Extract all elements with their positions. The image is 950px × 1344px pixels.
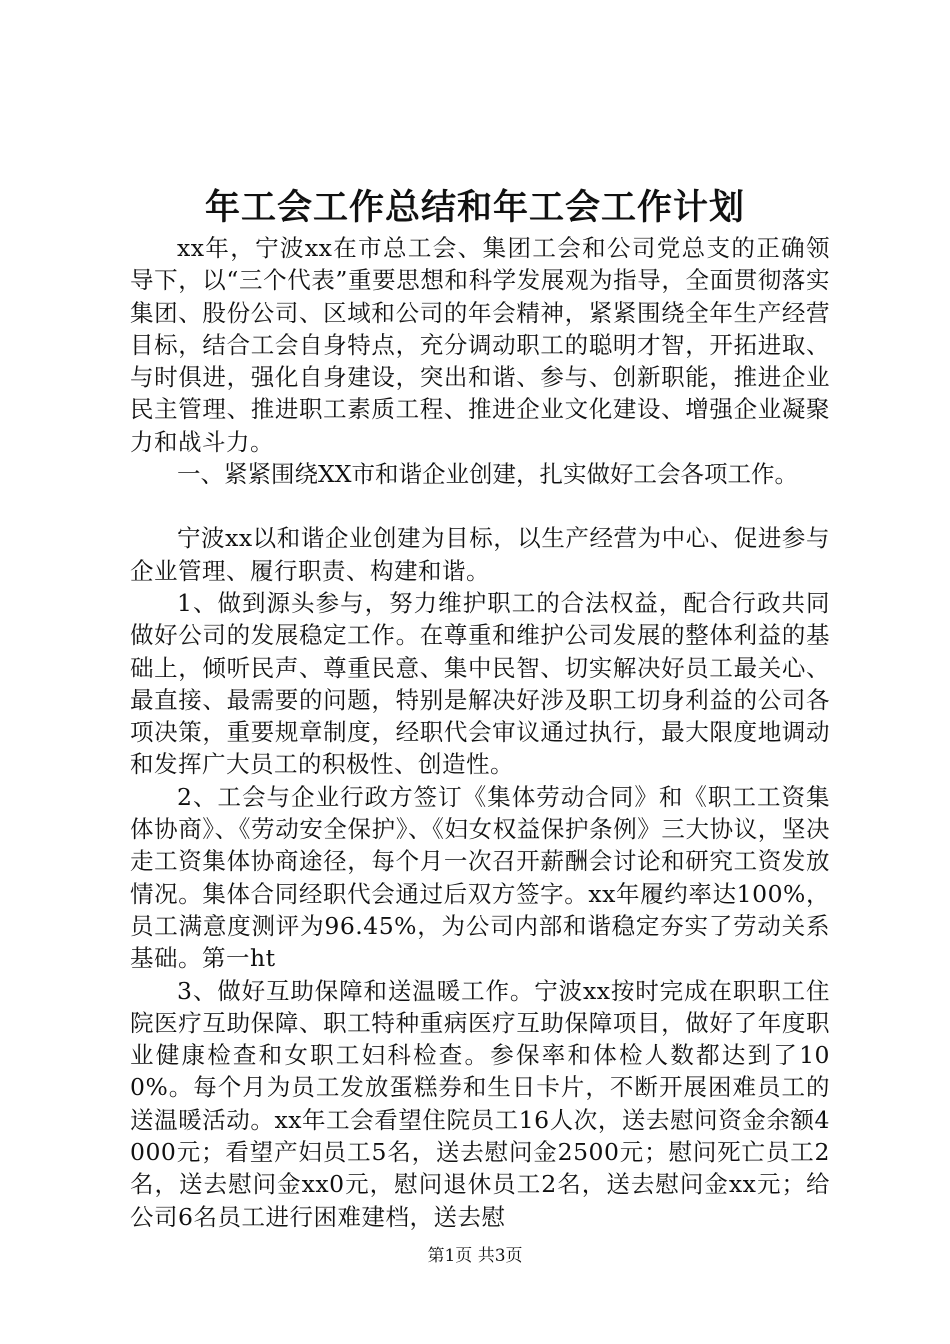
item-1-paragraph: 1、做到源头参与，努力维护职工的合法权益，配合行政共同做好公司的发展稳定工作。在尊重和维护公司发展的整体利益的基础上，倾听民声、尊重民意、集中民智、切实解决好员工最关心、最直接、最需要的问题，特别是解决好涉及职工切身利益的公司各项决策，重要规章制度，经职代会审议通过执行，最大限度地调动和发挥广大员工的积极性、创造性。 (130, 588, 830, 779)
intro-paragraph: xx年，宁波xx在市总工会、集团工会和公司党总支的正确领导下，以“三个代表”重要思想和科学发展观为指导，全面贯彻落实集团、股份公司、区域和公司的年会精神，紧紧围绕全年生产经营目标，结合工会自身特点，充分调动职工的聪明才智，开拓进取、与时俱进，强化自身建设，突出和谐、参与、创新职能，推进企业民主管理、推进职工素质工程、推进企业文化建设、增强企业凝聚力和战斗力。 (130, 234, 830, 456)
item-3-paragraph: 3、做好互助保障和送温暖工作。宁波xx按时完成在职职工住院医疗互助保障、职工特种重病医疗互助保障项目，做好了年度职业健康检查和女职工妇科检查。参保率和体检人数都达到了100%。每个月为员工发放蛋糕券和生日卡片，不断开展困难员工的送温暖活动。xx年工会看望住院员工16人次，送去慰问资金余额4000元；看望产妇员工5名，送去慰问金2500元；慰问死亡员工2名，送去慰问金xx0元，慰问退休员工2名，送去慰问金xx元；给公司6名员工进行困难建档，送去慰 (130, 976, 830, 1231)
page-footer: 第1页 共3页 (427, 1246, 523, 1266)
item-2-paragraph: 2、工会与企业行政方签订《集体劳动合同》和《职工工资集体协商》、《劳动安全保护》、《妇女权益保护条例》三大协议，坚决走工资集体协商途径，每个月一次召开薪酬会讨论和研究工资发放情况。集体合同经职代会通过后双方签字。xx年履约率达100%，员工满意度测评为96.45%，为公司内部和谐稳定夯实了劳动关系基础。第一ht (130, 782, 830, 973)
paragraph-spacer (130, 490, 830, 522)
document-title: 年工会工作总结和年工会工作计划 (204, 187, 745, 228)
section-heading: 一、紧紧围绕XX市和谐企业创建，扎实做好工会各项工作。 (177, 460, 798, 489)
document-body (130, 232, 830, 1233)
section-intro-paragraph: 宁波xx以和谐企业创建为目标，以生产经营为中心、促进参与企业管理、履行职责、构建和谐。 (130, 524, 830, 585)
